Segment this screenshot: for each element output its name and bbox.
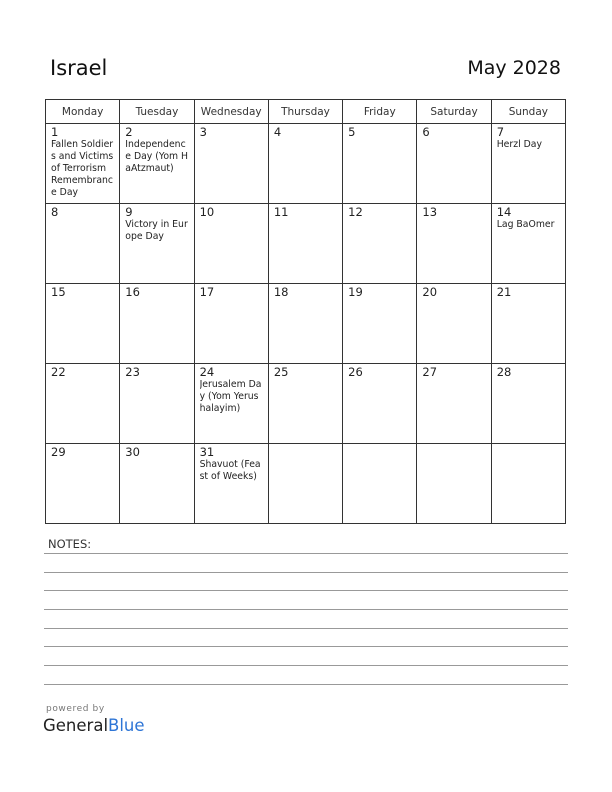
day-cell	[268, 284, 342, 364]
note-line	[44, 684, 568, 685]
week-row	[46, 204, 566, 284]
note-line	[44, 646, 568, 647]
holiday-label: Shavuot (Feast of Weeks)	[199, 459, 261, 482]
calendar-grid	[45, 99, 566, 524]
holiday-label: Herzl Day	[496, 139, 542, 150]
day-cell	[491, 284, 565, 364]
note-line	[44, 609, 568, 610]
day-number: 1	[51, 126, 59, 139]
holiday-label: Fallen Soldiers and Victims of Terrorism Remembrance Day	[51, 139, 114, 198]
day-cell	[268, 444, 342, 524]
day-cell	[491, 124, 565, 204]
day-number: 15	[51, 286, 66, 299]
day-cell	[417, 124, 491, 204]
week-row	[46, 124, 566, 204]
day-cell	[268, 124, 342, 204]
day-cell	[417, 444, 491, 524]
day-number: 6	[422, 126, 430, 139]
day-number: 5	[348, 126, 356, 139]
day-number: 2	[125, 126, 133, 139]
day-cell	[417, 284, 491, 364]
day-cell	[194, 204, 268, 284]
day-cell	[46, 364, 120, 444]
week-row	[46, 444, 566, 524]
note-line	[44, 628, 568, 629]
holiday-label: Jerusalem Day (Yom Yerushalayim)	[199, 379, 262, 414]
day-number: 31	[199, 446, 215, 459]
weekday-sunday: Sunday	[491, 100, 565, 124]
holiday-label: Lag BaOmer	[496, 219, 555, 230]
day-number: 11	[273, 206, 289, 219]
day-number: 13	[422, 206, 438, 219]
day-cell	[417, 204, 491, 284]
day-cell	[194, 284, 268, 364]
weekday-thursday: Thursday	[268, 100, 342, 124]
weekday-wednesday: Wednesday	[194, 100, 268, 124]
day-cell	[120, 204, 194, 284]
day-number: 26	[348, 366, 363, 379]
day-cell	[268, 204, 342, 284]
day-cell	[46, 444, 120, 524]
day-cell	[343, 364, 417, 444]
day-cell	[343, 204, 417, 284]
week-row	[46, 364, 566, 444]
day-number: 25	[273, 366, 289, 379]
country-title: Israel	[50, 56, 108, 80]
note-line	[44, 665, 568, 666]
day-number: 4	[273, 126, 282, 139]
day-number: 8	[51, 206, 59, 219]
day-number: 21	[496, 286, 512, 299]
brand-logo	[43, 716, 145, 735]
day-number: 17	[199, 286, 215, 299]
day-cell	[417, 364, 491, 444]
weekday-friday: Friday	[343, 100, 417, 124]
day-number: 14	[496, 206, 512, 219]
day-number: 27	[422, 366, 438, 379]
note-line	[44, 553, 568, 554]
weekday-saturday: Saturday	[417, 100, 491, 124]
day-cell	[343, 284, 417, 364]
note-line	[44, 572, 568, 573]
powered-by-text: powered by	[46, 704, 105, 714]
weekday-tuesday: Tuesday	[120, 100, 194, 124]
note-line	[44, 590, 568, 591]
weekday-header-row	[46, 100, 566, 124]
day-number: 24	[199, 366, 215, 379]
day-number: 23	[125, 366, 140, 379]
day-cell	[491, 364, 565, 444]
holiday-label: Independence Day (Yom HaAtzmaut)	[125, 139, 189, 174]
day-number: 30	[125, 446, 140, 459]
day-cell	[491, 444, 565, 524]
notes-label: NOTES:	[48, 537, 92, 551]
week-row	[46, 284, 566, 364]
brand-name-blue: Blue	[108, 716, 145, 735]
day-number: 29	[51, 446, 66, 459]
day-number: 18	[273, 286, 289, 299]
day-number: 9	[125, 206, 133, 219]
day-number: 19	[348, 286, 363, 299]
day-cell	[120, 444, 194, 524]
day-cell	[268, 364, 342, 444]
day-number: 22	[51, 366, 66, 379]
day-number: 16	[125, 286, 140, 299]
month-year-title: May 2028	[467, 57, 561, 79]
day-number: 3	[199, 126, 207, 139]
day-cell	[120, 284, 194, 364]
weekday-monday: Monday	[46, 100, 120, 124]
day-cell	[491, 204, 565, 284]
day-cell	[343, 124, 417, 204]
day-cell	[120, 124, 194, 204]
day-cell	[194, 364, 268, 444]
day-number: 12	[348, 206, 363, 219]
day-number: 20	[422, 286, 438, 299]
day-cell	[120, 364, 194, 444]
day-cell	[194, 124, 268, 204]
day-cell	[46, 204, 120, 284]
day-cell	[343, 444, 417, 524]
holiday-label: Victory in Europe Day	[125, 219, 188, 242]
brand-name-general: General	[43, 716, 109, 735]
day-number: 10	[199, 206, 215, 219]
day-number: 7	[496, 126, 505, 139]
day-cell	[194, 444, 268, 524]
day-cell	[46, 124, 120, 204]
day-number: 28	[496, 366, 512, 379]
day-cell	[46, 284, 120, 364]
